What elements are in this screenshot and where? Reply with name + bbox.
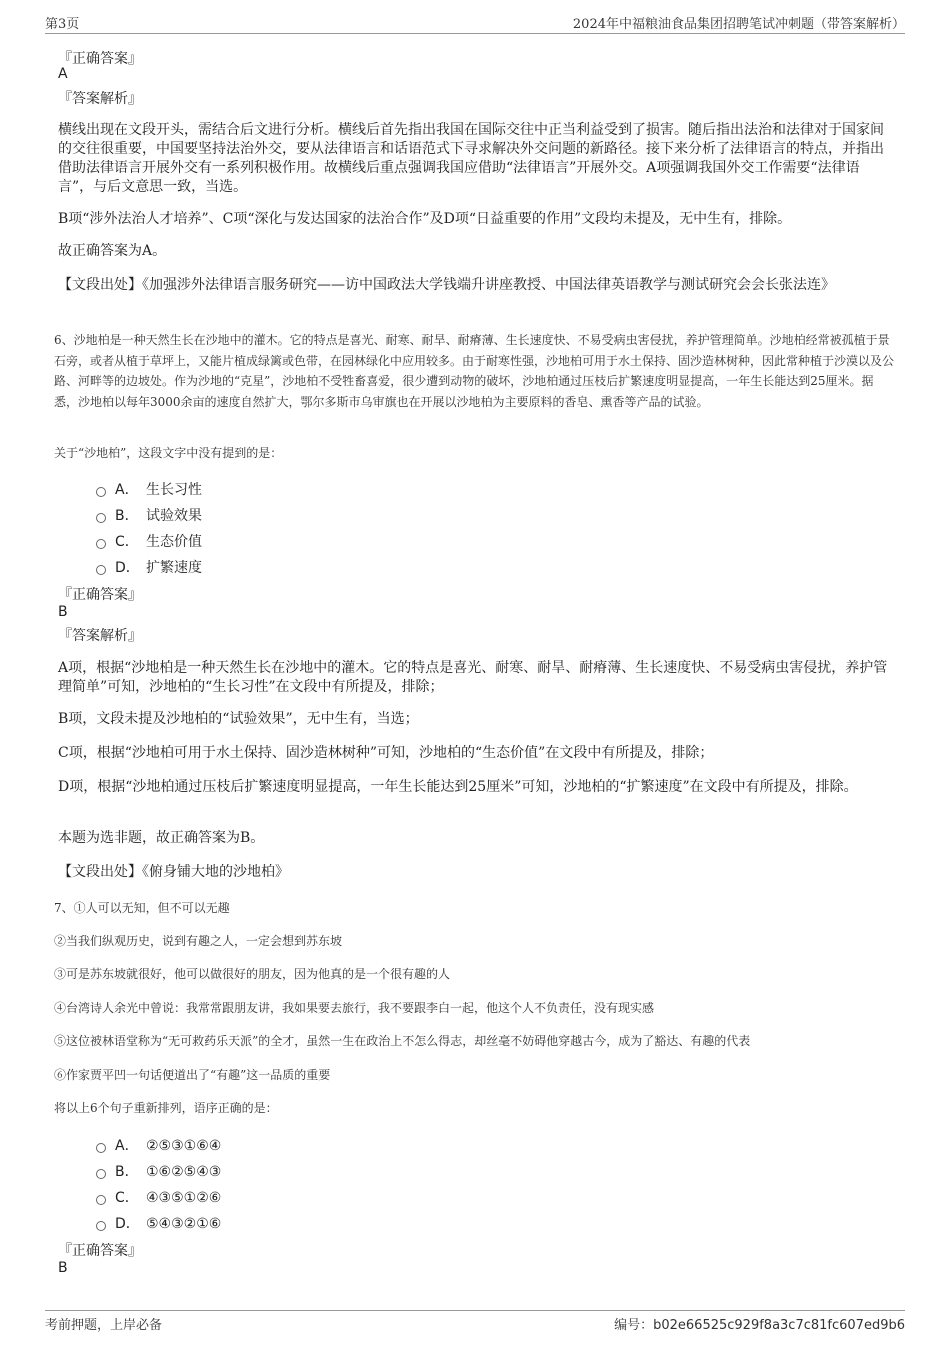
footer-divider (45, 1310, 905, 1311)
answer-value: A (58, 66, 68, 82)
analysis-paragraph: 故正确答案为A。 (58, 243, 167, 259)
document-title: 2024年中福粮油食品集团招聘笔试冲刺题（带答案解析） (572, 17, 905, 32)
option-d[interactable]: D． ⑤④③②①⑥ (96, 1213, 221, 1233)
option-a[interactable]: A． ②⑤③①⑥④ (96, 1135, 221, 1155)
header-divider (45, 33, 905, 34)
answer-label: 『正确答案』 (58, 1243, 142, 1259)
analysis-paragraph: B项“涉外法治人才培养”、C项“深化与发达国家的法治合作”及D项“日益重要的作用”文段均未提及，无中生有，排除。 (58, 211, 792, 227)
sentence-item: ②当我们纵观历史，说到有趣之人，一定会想到苏东坡 (54, 934, 343, 948)
option-a[interactable]: A． 生长习性 (96, 479, 202, 499)
option-b[interactable]: B． ①⑥②⑤④③ (96, 1161, 221, 1181)
option-b[interactable]: B． 试验效果 (96, 505, 202, 525)
footer-code-label: 编号： (614, 1318, 654, 1333)
radio-icon[interactable] (96, 1143, 106, 1153)
sentence-item: ⑥作家贾平凹一句话便道出了“有趣”这一品质的重要 (54, 1068, 331, 1082)
sentence-item: ④台湾诗人余光中曾说：我常常跟朋友讲，我如果要去旅行，我不要跟李白一起，他这个人不负责任，没有现实感 (54, 1001, 655, 1015)
question-passage: 6、沙地柏是一种天然生长在沙地中的灌木。它的特点是喜光、耐寒、耐旱、耐瘠薄、生长速度快、不易受病虫害侵扰，养护管理简单。沙地柏经常被孤植于景石旁，或者从植于草坪上，又能片植成绿篱或色带，在园林绿化中应用较多。由于耐寒性强，沙地柏可用于水土保持、固沙造林树种，因此常种植于沙漠以及公路、河畔等的边坡处。作为沙地的“克星”，沙地柏不受牲畜喜爱，很少遭到动物的破坏，沙地柏通过压枝后扩繁速度明显提高，一年生长能达到25厘米。据悉，沙地柏以每年3000余亩的速度自然扩大，鄂尔多斯市乌审旗也在开展以沙地柏为主要原料的香皂、熏香等产品的试验。 (54, 333, 895, 409)
footer-code (614, 1314, 905, 1333)
question-prompt: 关于“沙地柏”，这段文字中没有提到的是： (54, 446, 283, 460)
sentence-item: 7、①人可以无知，但不可以无趣 (54, 901, 230, 915)
option-d[interactable]: D． 扩繁速度 (96, 557, 202, 577)
option-c[interactable]: C． 生态价值 (96, 531, 202, 551)
radio-icon[interactable] (96, 539, 106, 549)
analysis-paragraph: A项，根据“沙地柏是一种天然生长在沙地中的灌木。它的特点是喜光、耐寒、耐旱、耐瘠薄、生长速度快、不易受病虫害侵扰，养护管理简单”可知，沙地柏的“生长习性”在文段中有所提及，排除； (58, 660, 888, 695)
analysis-paragraph: 本题为选非题，故正确答案为B。 (58, 830, 265, 846)
footer-slogan: 考前押题，上岸必备 (45, 1318, 163, 1333)
radio-icon[interactable] (96, 1195, 106, 1205)
answer-value: B (58, 1260, 68, 1276)
analysis-paragraph: C项，根据“沙地柏可用于水土保持、固沙造林树种”可知，沙地柏的“生态价值”在文段中有所提及，排除； (58, 745, 714, 761)
option-c[interactable]: C． ④③⑤①②⑥ (96, 1187, 221, 1207)
source-citation: 【文段出处】《俯身铺大地的沙地柏》 (58, 864, 289, 880)
sentence-item: ③可是苏东坡就很好，他可以做很好的朋友，因为他真的是一个很有趣的人 (54, 967, 451, 981)
analysis-paragraph: D项，根据“沙地柏通过压枝后扩繁速度明显提高，一年生长能达到25厘米”可知，沙地柏的“扩繁速度”在文段中有所提及，排除。 (58, 779, 858, 795)
radio-icon[interactable] (96, 1221, 106, 1231)
sentence-item: ⑤这位被林语堂称为“无可救药乐天派”的全才，虽然一生在政治上不怎么得志，却丝毫不妨碍他穿越古今，成为了豁达、有趣的代表 (54, 1034, 751, 1048)
page-number: 第3页 (45, 17, 80, 32)
footer-code-value: b02e66525c929f8a3c7c81fc607ed9b6 (653, 1318, 905, 1333)
analysis-label: 『答案解析』 (58, 628, 142, 644)
analysis-paragraph: B项，文段未提及沙地柏的“试验效果”，无中生有，当选； (58, 711, 419, 727)
source-citation: 【文段出处】《加强涉外法律语言服务研究——访中国政法大学钱端升讲座教授、中国法律英语教学与测试研究会会长张法连》 (58, 277, 835, 293)
radio-icon[interactable] (96, 1169, 106, 1179)
radio-icon[interactable] (96, 513, 106, 523)
radio-icon[interactable] (96, 487, 106, 497)
question-prompt: 将以上6个句子重新排列，语序正确的是： (54, 1101, 278, 1115)
answer-label: 『正确答案』 (58, 51, 142, 67)
radio-icon[interactable] (96, 565, 106, 575)
answer-value: B (58, 604, 68, 620)
analysis-label: 『答案解析』 (58, 91, 142, 107)
analysis-paragraph: 横线出现在文段开头，需结合后文进行分析。横线后首先指出我国在国际交往中正当利益受到了损害。随后指出法治和法律对于国家间的交往很重要，中国要坚持法治外交，要从法律语言和话语范式下寻求解决外交问题的新路径。接下来分析了法律语言的特点，并指出借助法律语言开展外交有一系列积极作用。故横线后重点强调我国应借助“法律语言”开展外交。A项强调我国外交工作需要“法律语言”，与后文意思一致，当选。 (58, 122, 884, 195)
answer-label: 『正确答案』 (58, 587, 142, 603)
